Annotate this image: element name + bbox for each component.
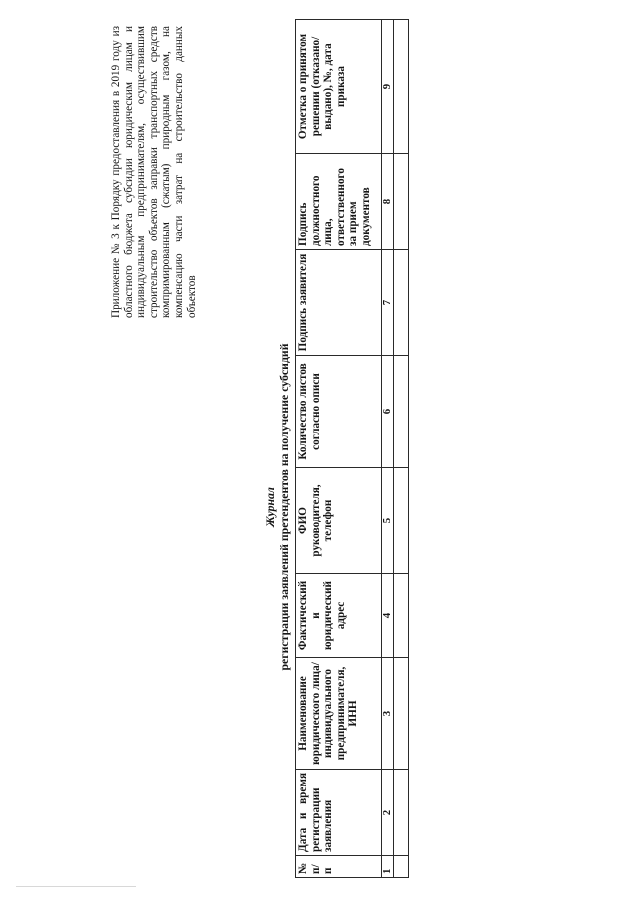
- table-cell: [394, 250, 409, 356]
- header-cell: Фактический и юридический адрес: [296, 574, 382, 658]
- header-cell: Подпись заявителя: [296, 250, 382, 356]
- table-cell: [394, 468, 409, 574]
- column-number: 3: [382, 658, 394, 770]
- appendix-text: Приложение № 3 к Порядку предоставления в 2019 году из областного бюджета субсидии юридическим лицам и индивидуальным предпринимателям, осуществившим строительство объектов заправки транспортных средств компримированным (сжатым) природным газом, на компенсацию части затрат на строительство данных объектов: [110, 26, 198, 318]
- header-cell: Дата и время регистрации заявления: [296, 770, 382, 856]
- column-number: 1: [382, 856, 394, 878]
- table-cell: [394, 20, 409, 154]
- table-row: [394, 20, 409, 878]
- table-cell: [394, 658, 409, 770]
- header-cell: Подпись должностного лица, ответственного за прием документов: [296, 154, 382, 250]
- header-cell: Количество листов согласно описи: [296, 356, 382, 468]
- column-number: 9: [382, 20, 394, 154]
- column-number: 4: [382, 574, 394, 658]
- column-number: 7: [382, 250, 394, 356]
- column-number-row: [382, 20, 394, 878]
- table-cell: [394, 356, 409, 468]
- header-cell: Отметка о принятом решении (отказано/выдано), №, дата приказа: [296, 20, 382, 154]
- table-cell: [394, 574, 409, 658]
- header-cell: ФИО руководителя, телефон: [296, 468, 382, 574]
- registration-journal-table: [295, 19, 409, 878]
- title-journal: Журнал: [263, 487, 277, 527]
- header-cell: Наименование юридического лица/ индивидуального предпринимателя, ИНН: [296, 658, 382, 770]
- column-number: 6: [382, 356, 394, 468]
- document-title: [264, 292, 291, 722]
- table-cell: [394, 770, 409, 856]
- header-cell: № п/п: [296, 856, 382, 878]
- title-subtitle: регистрации заявлений претендентов на получение субсидий: [276, 343, 291, 671]
- table-header-row: [296, 20, 382, 878]
- column-number: 8: [382, 154, 394, 250]
- column-number: 5: [382, 468, 394, 574]
- column-number: 2: [382, 770, 394, 856]
- table-cell: [394, 154, 409, 250]
- table-cell: [394, 856, 409, 878]
- scan-artifact: [16, 886, 136, 887]
- appendix-note: [110, 26, 198, 318]
